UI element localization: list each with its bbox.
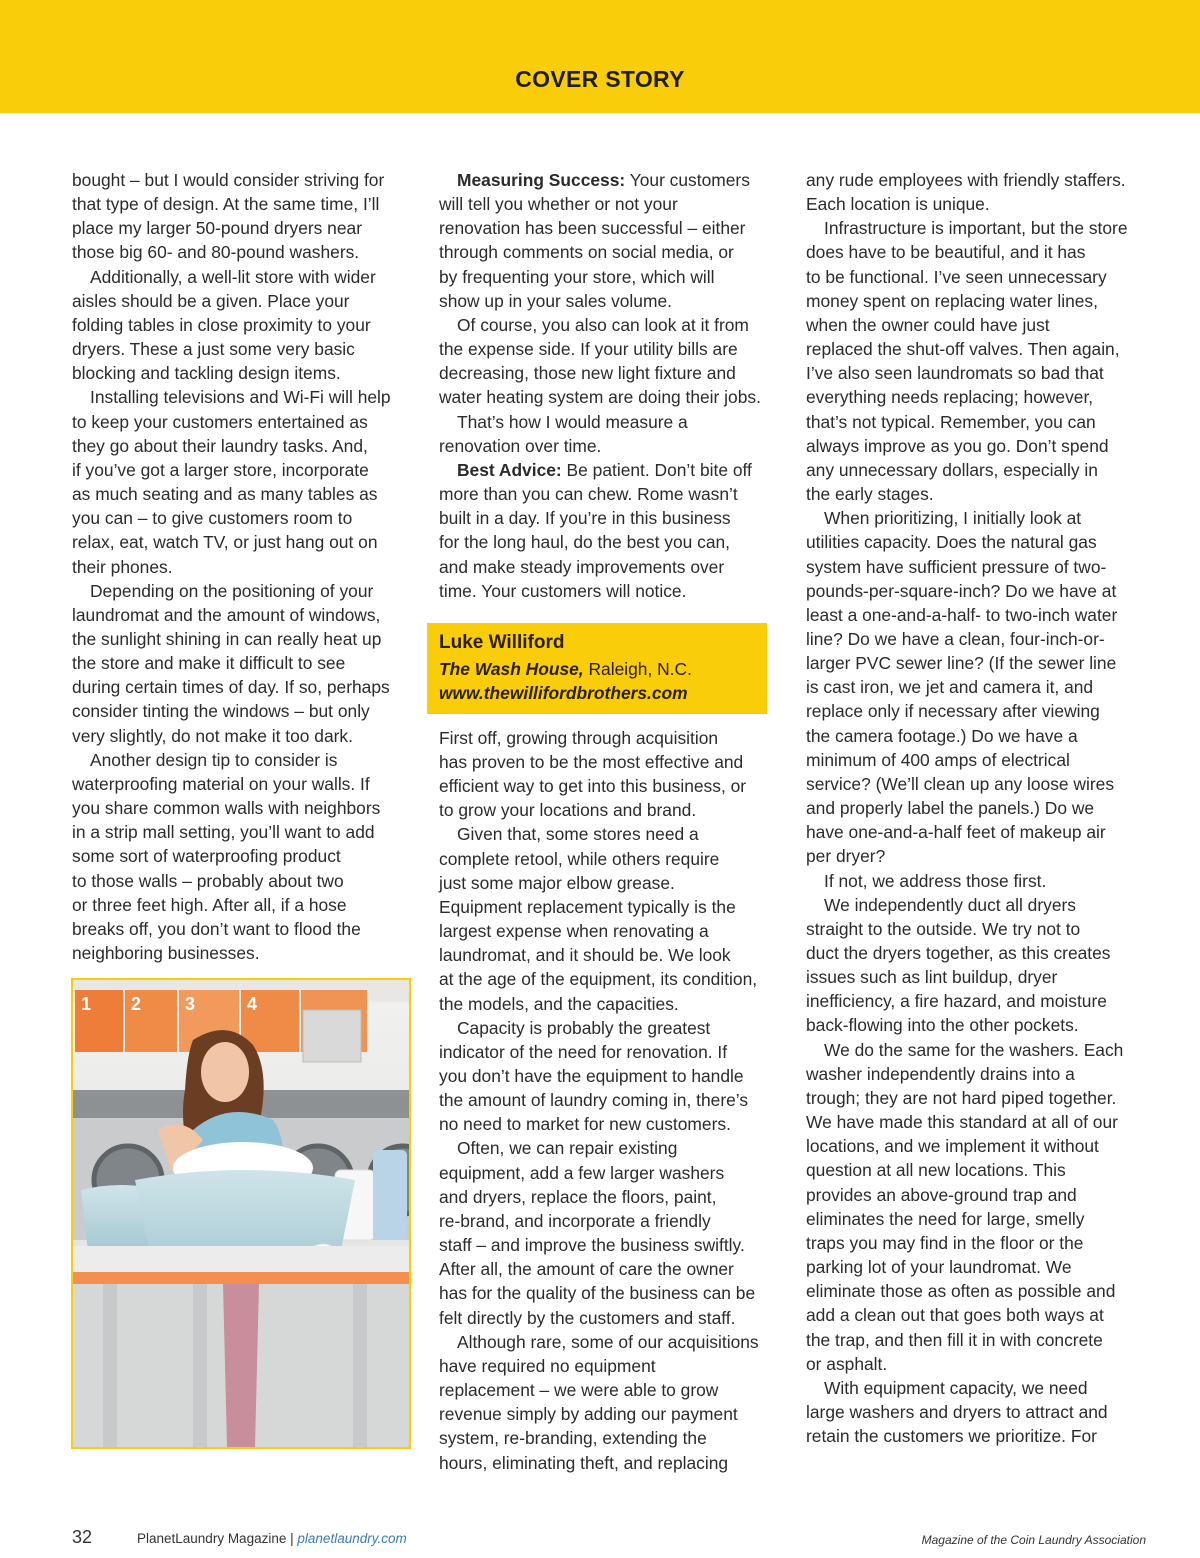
table-top xyxy=(73,1246,409,1272)
paragraph xyxy=(806,893,1151,1038)
line: just some major elbow grease. xyxy=(439,872,675,893)
page-number: 32 xyxy=(72,1527,93,1547)
paragraph xyxy=(806,506,1151,868)
table-leg-1 xyxy=(103,1284,117,1447)
line: minimum of 400 amps of electrical xyxy=(806,749,1070,770)
line: in a strip mall setting, you’ll want to add xyxy=(72,822,375,843)
detergent-bottle-blue xyxy=(373,1150,407,1240)
line: I’ve also seen laundromats so bad that xyxy=(806,363,1104,384)
line: Your customers xyxy=(629,170,750,190)
line: Each location is unique. xyxy=(806,194,990,215)
line: and make steady improvements over xyxy=(439,556,725,577)
article-column-1 xyxy=(72,168,417,965)
line: will tell you whether or not your xyxy=(439,194,678,215)
line: during certain times of day. If so, perhaps xyxy=(72,677,390,698)
line: everything needs replacing; however, xyxy=(806,387,1094,408)
line: straight to the outside. We try not to xyxy=(806,918,1081,939)
line: you share common walls with neighbors xyxy=(72,798,381,819)
line: replacement – we were able to grow xyxy=(439,1380,719,1401)
line: complete retool, while others require xyxy=(439,848,720,869)
line: the expense side. If your utility bills are xyxy=(439,339,738,360)
section-title: COVER STORY xyxy=(515,66,685,92)
paragraph-continuation xyxy=(439,482,784,603)
line: aisles should be a given. Place your xyxy=(72,290,350,311)
table-leg-3 xyxy=(353,1284,367,1447)
line: to be functional. I’ve seen unnecessary xyxy=(806,266,1107,287)
line: question at all new locations. This xyxy=(806,1160,1066,1181)
line: and properly label the panels.) Do we xyxy=(806,798,1095,819)
line: place my larger 50-pound dryers near xyxy=(72,218,362,239)
sign-2-label: 2 xyxy=(131,994,142,1014)
column-2-paragraphs-b xyxy=(439,726,784,1475)
measuring-success-lead: Measuring Success: xyxy=(457,170,626,190)
line: you can – to give customers room to xyxy=(72,508,353,529)
line: Equipment replacement typically is the xyxy=(439,896,736,917)
line: Additionally, a well-lit store with wider xyxy=(90,266,376,287)
line: Installing televisions and Wi-Fi will help xyxy=(90,387,391,408)
line: show up in your sales volume. xyxy=(439,290,672,311)
line: breaks off, you don’t want to flood the xyxy=(72,918,361,939)
footer-separator: | xyxy=(290,1531,294,1546)
line: per dryer? xyxy=(806,846,886,867)
paragraph xyxy=(439,726,784,823)
wall-poster xyxy=(303,1010,361,1062)
line: at the age of the equipment, its condition, xyxy=(439,969,758,990)
line: If not, we address those first. xyxy=(824,870,1047,891)
line: Another design tip to consider is xyxy=(90,749,338,770)
line: back-flowing into the other pockets. xyxy=(806,1015,1079,1036)
paragraph xyxy=(72,579,417,748)
line: equipment, add a few larger washers xyxy=(439,1162,725,1183)
line: by frequenting your store, which will xyxy=(439,266,715,287)
measuring-success-paragraph xyxy=(439,168,784,192)
line: staff – and improve the business swiftly. xyxy=(439,1235,745,1256)
line: renovation over time. xyxy=(439,435,602,456)
line: folding tables in close proximity to your xyxy=(72,314,371,335)
line: least a one-and-a-half- to two-inch water xyxy=(806,604,1118,625)
paragraph xyxy=(72,265,417,386)
line: locations, and we implement it without xyxy=(806,1136,1099,1157)
profile-business-line xyxy=(439,657,755,681)
line: renovation has been successful – either xyxy=(439,218,746,239)
line: replace only if necessary after viewing xyxy=(806,701,1100,722)
line: eliminate those as often as possible and xyxy=(806,1281,1116,1302)
laundromat-photo-illustration xyxy=(73,980,409,1447)
line: you don’t have the equipment to handle xyxy=(439,1066,744,1086)
line: to those walls – probably about two xyxy=(72,870,344,891)
line: retain the customers we prioritize. For xyxy=(806,1426,1097,1447)
line: built in a day. If you’re in this business xyxy=(439,508,731,529)
best-advice-lead: Best Advice: xyxy=(457,459,562,480)
line: revenue simply by adding our payment xyxy=(439,1404,738,1425)
line: time. Your customers will notice. xyxy=(439,580,687,601)
profile-name: Luke Williford xyxy=(439,631,565,653)
line: inefficiency, a fire hazard, and moisture xyxy=(806,991,1107,1012)
paragraph xyxy=(72,748,417,965)
line: if you’ve got a larger store, incorporate xyxy=(72,459,369,480)
paragraph xyxy=(439,822,784,1015)
line: or three feet high. After all, if a hose xyxy=(72,894,347,915)
line: waterproofing material on your walls. If xyxy=(72,773,370,794)
line: Given that, some stores need a xyxy=(457,824,699,845)
line: money spent on replacing water lines, xyxy=(806,290,1098,311)
line: have required no equipment xyxy=(439,1355,656,1376)
line: largest expense when renovating a xyxy=(439,921,709,942)
association-credit: Magazine of the Coin Laundry Association xyxy=(921,1533,1146,1547)
table-edge xyxy=(73,1270,409,1284)
line: has for the quality of the business can be xyxy=(439,1283,756,1304)
line: some sort of waterproofing product xyxy=(72,846,341,867)
profile-url-link[interactable]: www.thewillifordbrothers.com xyxy=(439,682,688,703)
line: has proven to be the most effective and xyxy=(439,751,744,772)
line: replaced the shut-off valves. Then again, xyxy=(806,339,1120,360)
line: that’s not typical. Remember, you can xyxy=(806,411,1096,432)
measuring-success-continuation xyxy=(439,192,784,313)
line: blocking and tackling design items. xyxy=(72,363,341,384)
line: to grow your locations and brand. xyxy=(439,800,697,821)
column-3-body xyxy=(806,168,1151,1448)
paragraph xyxy=(439,410,784,458)
best-advice-continuation xyxy=(439,482,784,603)
line: Be patient. Don’t bite off xyxy=(566,459,752,480)
line: have one-and-a-half feet of makeup air xyxy=(806,822,1106,843)
magazine-credit xyxy=(137,1531,407,1546)
line: traps you may find in the floor or the xyxy=(806,1232,1084,1253)
line: bought – but I would consider striving for xyxy=(72,170,385,190)
line: water heating system are doing their jobs. xyxy=(439,387,761,408)
paragraph xyxy=(806,216,1151,506)
best-advice-paragraph xyxy=(439,458,784,482)
line: efficient way to get into this business, or xyxy=(439,776,747,797)
line: the store and make it difficult to see xyxy=(72,653,346,674)
profile-box xyxy=(427,623,767,714)
line: the amount of laundry coming in, there’s xyxy=(439,1090,749,1111)
line: the models, and the capacities. xyxy=(439,993,679,1014)
line: no need to market for new customers. xyxy=(439,1114,731,1135)
line: We do the same for the washers. Each xyxy=(824,1039,1124,1060)
line: eliminates the need for large, smelly xyxy=(806,1208,1085,1229)
paragraph xyxy=(806,168,1151,216)
line: decreasing, those new light fixture and xyxy=(439,363,736,384)
line: Often, we can repair existing xyxy=(457,1138,678,1159)
line: system have sufficient pressure of two- xyxy=(806,556,1107,577)
line: service? (We’ll clean up any loose wires xyxy=(806,773,1115,794)
cover-story-banner xyxy=(0,0,1200,113)
line: pounds-per-square-inch? Do we have at xyxy=(806,580,1117,601)
table-leg-2 xyxy=(193,1284,207,1447)
line: does have to be beautiful, and it has xyxy=(806,242,1086,263)
sign-4-label: 4 xyxy=(247,994,258,1014)
line: hours, eliminating theft, and replacing xyxy=(439,1452,729,1473)
line: First off, growing through acquisition xyxy=(439,727,719,748)
line: to keep your customers entertained as xyxy=(72,411,368,432)
line: laundromat, and it should be. We look xyxy=(439,945,731,966)
line: always improve as you go. Don’t spend xyxy=(806,435,1109,456)
line: when the owner could have just xyxy=(806,314,1050,335)
woman-legs xyxy=(223,1284,259,1447)
line: After all, the amount of care the owner xyxy=(439,1259,734,1280)
line: those big 60- and 80-pound washers. xyxy=(72,242,360,263)
line: provides an above-ground trap and xyxy=(806,1184,1077,1205)
line: laundromat and the amount of windows, xyxy=(72,604,381,625)
line: any unnecessary dollars, especially in xyxy=(806,459,1098,480)
line: line? Do we have a clean, four-inch-or- xyxy=(806,628,1105,649)
magazine-name: PlanetLaundry Magazine xyxy=(137,1531,287,1546)
profile-business: The Wash House, xyxy=(439,658,584,679)
article-column-3 xyxy=(806,168,1151,1448)
line: duct the dryers together, as this creates xyxy=(806,943,1111,963)
line: When prioritizing, I initially look at xyxy=(824,508,1082,529)
line: dryers. These a just some very basic xyxy=(72,339,355,360)
line: the sunlight shining in can really heat up xyxy=(72,628,382,649)
paragraph xyxy=(439,1016,784,1137)
line: Although rare, some of our acquisitions xyxy=(457,1331,759,1352)
line: Capacity is probably the greatest xyxy=(457,1017,711,1038)
paragraph xyxy=(439,313,784,410)
line: more than you can chew. Rome wasn’t xyxy=(439,484,738,505)
line: parking lot of your laundromat. We xyxy=(806,1257,1072,1278)
line: re-brand, and incorporate a friendly xyxy=(439,1210,711,1231)
line: very slightly, do not make it too dark. xyxy=(72,725,353,746)
line: Of course, you also can look at it from xyxy=(457,314,749,335)
line: add a clean out that goes both ways at xyxy=(806,1305,1104,1326)
line: for the long haul, do the best you can, xyxy=(439,532,731,553)
article-column-2 xyxy=(439,168,784,1475)
line: larger PVC sewer line? (If the sewer line xyxy=(806,653,1117,674)
paragraph xyxy=(72,385,417,578)
paragraph xyxy=(439,1136,784,1329)
line: We have made this standard at all of our xyxy=(806,1112,1118,1133)
line: or asphalt. xyxy=(806,1353,888,1374)
sign-1-label: 1 xyxy=(81,994,92,1014)
column-2-paragraphs-a xyxy=(439,313,784,458)
line: they go about their laundry tasks. And, xyxy=(72,435,368,456)
line: their phones. xyxy=(72,556,173,577)
line: the camera footage.) Do we have a xyxy=(806,725,1078,746)
line: through comments on social media, or xyxy=(439,242,734,263)
woman-face xyxy=(201,1042,249,1102)
laundromat-photo xyxy=(71,978,411,1449)
line: Infrastructure is important, but the store xyxy=(824,218,1128,239)
line: That’s how I would measure a xyxy=(457,411,688,432)
sign-3-label: 3 xyxy=(185,994,196,1014)
line: utilities capacity. Does the natural gas xyxy=(806,532,1097,553)
line: system, re-branding, extending the xyxy=(439,1428,707,1449)
line: neighboring businesses. xyxy=(72,943,260,963)
line: With equipment capacity, we need xyxy=(824,1377,1088,1398)
line: trough; they are not hard piped together. xyxy=(806,1087,1117,1108)
line: washer independently drains into a xyxy=(806,1063,1075,1084)
line: issues such as lint buildup, dryer xyxy=(806,967,1058,988)
line: indicator of the need for renovation. If xyxy=(439,1041,728,1062)
line: Depending on the positioning of your xyxy=(90,580,374,601)
line: relax, eat, watch TV, or just hang out on xyxy=(72,532,378,553)
line: consider tinting the windows – but only xyxy=(72,701,370,722)
paragraph xyxy=(806,1376,1151,1448)
paragraph-continuation xyxy=(439,192,784,313)
line: the early stages. xyxy=(806,484,934,505)
column-1-body xyxy=(72,168,417,965)
line: that type of design. At the same time, I’ll xyxy=(72,194,380,215)
line: the trap, and then fill it in with concrete xyxy=(806,1329,1103,1350)
line: as much seating and as many tables as xyxy=(72,484,378,505)
profile-location: Raleigh, N.C. xyxy=(588,658,692,679)
paragraph xyxy=(439,1330,784,1475)
line: is cast iron, we jet and camera it, and xyxy=(806,677,1094,698)
line: We independently duct all dryers xyxy=(824,894,1076,915)
line: large washers and dryers to attract and xyxy=(806,1401,1108,1422)
line: felt directly by the customers and staff. xyxy=(439,1307,736,1328)
line: and dryers, replace the floors, paint, xyxy=(439,1186,717,1207)
paragraph xyxy=(806,869,1151,893)
paragraph xyxy=(72,168,417,265)
line: any rude employees with friendly staffers. xyxy=(806,170,1126,190)
paragraph xyxy=(806,1038,1151,1376)
magazine-url-link[interactable]: planetlaundry.com xyxy=(297,1531,407,1546)
